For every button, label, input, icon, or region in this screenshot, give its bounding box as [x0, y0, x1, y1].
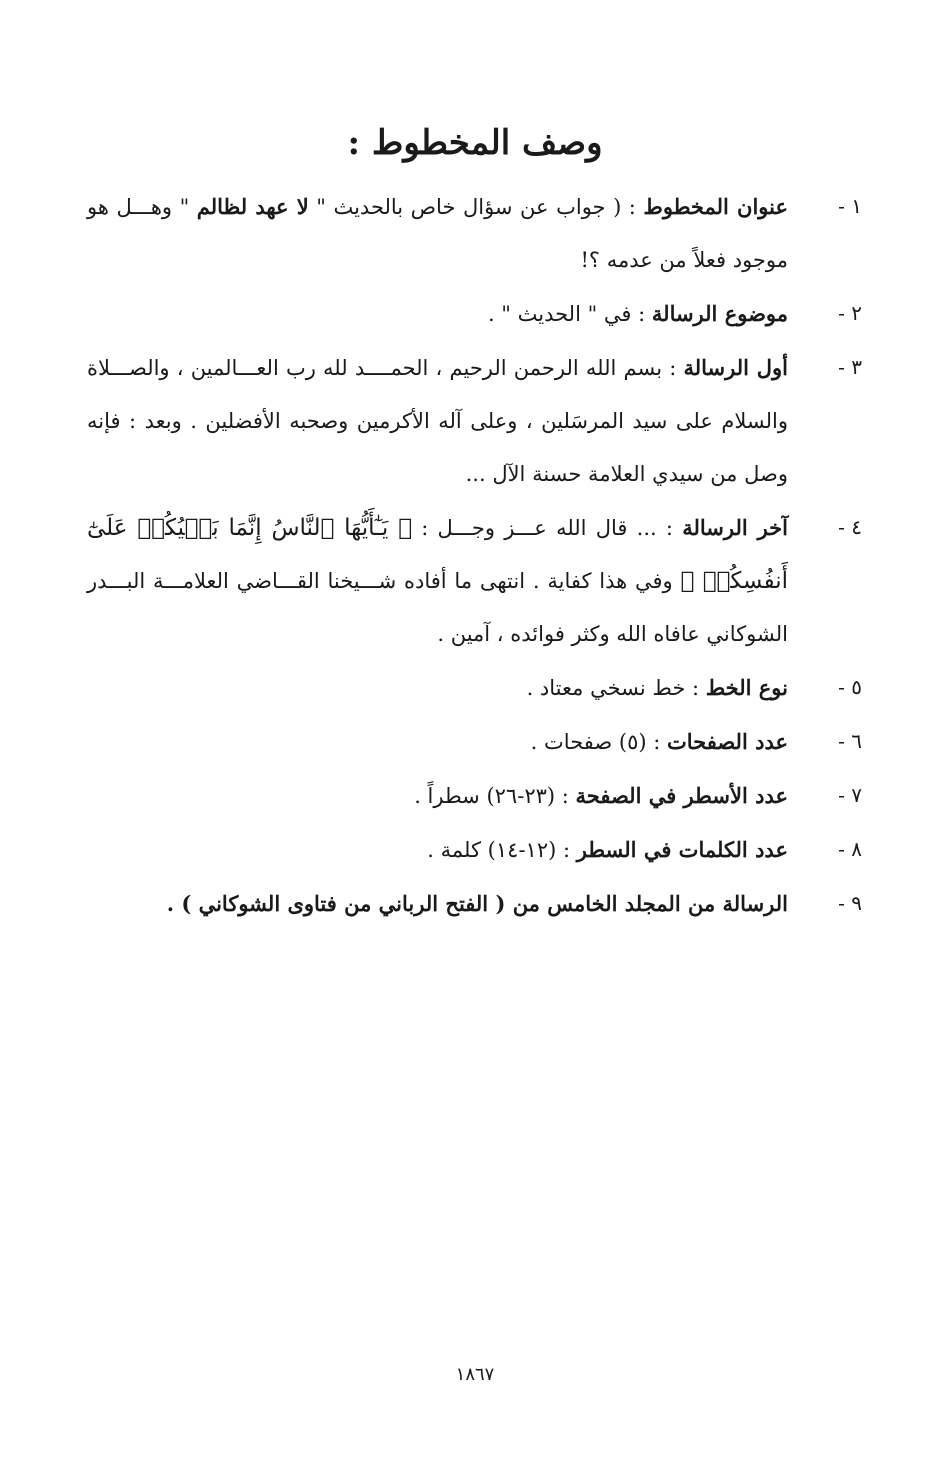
- manuscript-description-list: [87, 180, 862, 931]
- item-label: عدد الأسطر في الصفحة: [575, 783, 788, 808]
- item-text: : (١٢-١٤) كلمة .: [427, 838, 577, 862]
- item-text: : (٢٣-٢٦) سطراً .: [414, 784, 576, 808]
- item-text: : بسم الله الرحمن الرحيم ، الحمــــد لله رب العـــالمين ، والصـــلاة والسلام على سيد المرسَلين ، وعلى آله الأكرمين وصحبه الأفضلين . وبعد : فإنه وصل من سيدي العلامة حسنة الآل ...: [87, 356, 788, 486]
- item-label: أول الرسالة: [683, 355, 788, 380]
- item-label: عدد الكلمات في السطر: [576, 837, 788, 862]
- list-item-words-per-line: [87, 823, 862, 877]
- item-label: آخر الرسالة: [682, 515, 788, 540]
- item-number: ٥ -: [838, 675, 862, 699]
- list-item-title: [87, 180, 862, 287]
- quran-verse: ﴿ يَـٰٓأَيُّهَا ٱلنَّاسُ إِنَّمَا بَغۡيُكُمۡ عَلَىٰٓ أَنفُسِكُمۖ ﴾: [87, 515, 788, 594]
- item-text: : (٥) صفحات .: [530, 730, 667, 754]
- item-label: عدد الصفحات: [666, 729, 788, 754]
- item-number: ٨ -: [838, 837, 862, 861]
- page-title: وصف المخطوط :: [347, 123, 603, 163]
- list-item-ending: [87, 501, 862, 661]
- item-label: نوع الخط: [705, 675, 788, 700]
- item-text: " وهـــل هو موجود فعلاً من عدمه ؟!: [87, 195, 788, 272]
- list-item-beginning: [87, 341, 862, 501]
- list-item-volume: [87, 877, 862, 931]
- item-number: ٤ -: [838, 515, 862, 539]
- item-label: عنوان المخطوط: [643, 194, 788, 219]
- item-text: وفي هذا كفاية . انتهى ما أفاده شـــيخنا القـــاضي العلامـــة البـــدر الشوكاني عافاه الله وكثر فوائده ، آمين .: [87, 569, 788, 646]
- page-number: ١٨٦٧: [455, 1364, 495, 1385]
- item-text: : ... قال الله عـــز وجـــل :: [412, 516, 683, 540]
- hadith-phrase: لا عهد لظالم: [196, 194, 309, 219]
- item-number: ٩ -: [838, 891, 862, 915]
- item-text: : ( جواب عن سؤال خاص بالحديث ": [308, 195, 644, 219]
- item-number: ٦ -: [838, 729, 862, 753]
- list-item-subject: [87, 287, 862, 341]
- list-item-lines-per-page: [87, 769, 862, 823]
- item-number: ٢ -: [838, 301, 862, 325]
- item-number: ٣ -: [838, 355, 862, 379]
- item-text: : في " الحديث " .: [487, 302, 652, 326]
- item-label: موضوع الرسالة: [651, 301, 788, 326]
- list-item-page-count: [87, 715, 862, 769]
- item-text: : خط نسخي معتاد .: [526, 676, 706, 700]
- item-number: ٧ -: [838, 783, 862, 807]
- item-label: الرسالة من المجلد الخامس من ( الفتح الرباني من فتاوى الشوكاني ) .: [166, 891, 788, 916]
- item-number: ١ -: [838, 194, 862, 218]
- list-item-script-type: [87, 661, 862, 715]
